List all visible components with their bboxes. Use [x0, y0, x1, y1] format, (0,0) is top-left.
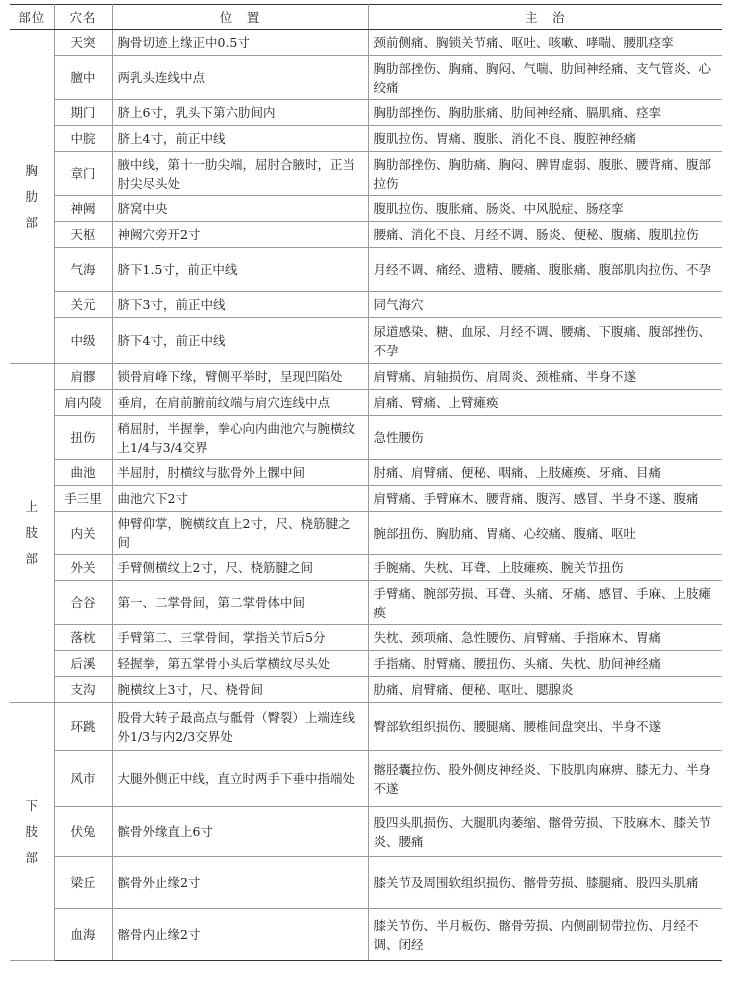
point-name: 扭伤 — [54, 416, 112, 460]
table-row — [10, 390, 722, 416]
table-row — [10, 364, 722, 390]
header-location: 位 置 — [112, 5, 368, 30]
location-cell: 曲池穴下2寸 — [112, 486, 368, 512]
point-name: 神阙 — [54, 196, 112, 222]
region-label: 下肢部 — [25, 797, 38, 865]
indication-cell: 胸肋部挫伤、胸痛、胸闷、气喘、肋间神经痛、支气管炎、心绞痛 — [368, 56, 722, 100]
location-cell: 伸臂仰掌，腕横纹直上2寸，尺、桡筋腱之间 — [112, 512, 368, 555]
indication-cell: 肩痛、臂痛、上臂瘫痪 — [368, 390, 722, 416]
region-cell — [10, 364, 54, 703]
region-label: 上肢部 — [25, 499, 38, 566]
table-row — [10, 222, 722, 248]
indication-cell: 腹肌拉伤、腹胀痛、肠炎、中风脱症、肠痉挛 — [368, 196, 722, 222]
location-cell: 锁骨肩峰下缘，臂侧平举时，呈现凹陷处 — [112, 364, 368, 390]
indication-cell: 失枕、颈项痛、急性腰伤、肩臂痛、手指麻木、胃痛 — [368, 625, 722, 651]
table-row — [10, 152, 722, 196]
point-name: 曲池 — [54, 460, 112, 486]
location-cell: 半屈肘，肘横纹与肱骨外上髁中间 — [112, 460, 368, 486]
indication-cell: 臀部软组织损伤、腰腿痛、腰椎间盘突出、半身不遂 — [368, 703, 722, 751]
region-label: 胸肋部 — [25, 162, 38, 230]
location-cell: 脐下4寸，前正中线 — [112, 318, 368, 364]
table-row — [10, 581, 722, 625]
indication-cell: 腹肌拉伤、胃痛、腹胀、消化不良、腹腔神经痛 — [368, 126, 722, 152]
point-name: 后溪 — [54, 651, 112, 677]
point-name: 伏兔 — [54, 807, 112, 857]
point-name: 气海 — [54, 248, 112, 292]
location-cell: 髌骨外止缘2寸 — [112, 857, 368, 909]
table-row — [10, 677, 722, 703]
indication-cell: 肘痛、肩臂痛、便秘、咽痛、上肢瘫痪、牙痛、目痛 — [368, 460, 722, 486]
indication-cell: 膝关节及周围软组织损伤、髂骨劳损、膝腿痛、股四头肌痛 — [368, 857, 722, 909]
table-row — [10, 751, 722, 807]
table-row — [10, 416, 722, 460]
location-cell: 大腿外侧正中线，直立时两手下垂中指端处 — [112, 751, 368, 807]
location-cell: 脐上6寸，乳头下第六肋间内 — [112, 100, 368, 126]
location-cell: 两乳头连线中点 — [112, 56, 368, 100]
point-name: 中级 — [54, 318, 112, 364]
indication-cell: 髂胫囊拉伤、股外侧皮神经炎、下肢肌肉麻痹、膝无力、半身不遂 — [368, 751, 722, 807]
location-cell: 腕横纹上3寸，尺、桡骨间 — [112, 677, 368, 703]
point-name: 中脘 — [54, 126, 112, 152]
location-cell: 脐上4寸，前正中线 — [112, 126, 368, 152]
point-name: 环跳 — [54, 703, 112, 751]
table-row — [10, 56, 722, 100]
location-cell: 腋中线，第十一肋尖端，屈肘合腋时，正当肘尖尽头处 — [112, 152, 368, 196]
point-name: 外关 — [54, 555, 112, 581]
point-name: 合谷 — [54, 581, 112, 625]
location-cell: 髂骨内止缘2寸 — [112, 909, 368, 961]
indication-cell: 肋痛、肩臂痛、便秘、呕吐、腮腺炎 — [368, 677, 722, 703]
location-cell: 垂肩，在肩前腑前纹端与肩穴连线中点 — [112, 390, 368, 416]
table-body — [10, 30, 722, 961]
indication-cell: 胸肋部挫伤、胸肋痛、胸闷、脾胃虚弱、腹胀、腰背痛、腹部拉伤 — [368, 152, 722, 196]
table-header — [10, 5, 722, 30]
indication-cell: 手指痛、肘臂痛、腰扭伤、头痛、失枕、肋间神经痛 — [368, 651, 722, 677]
point-name: 风市 — [54, 751, 112, 807]
location-cell: 手臂侧横纹上2寸，尺、桡筋腱之间 — [112, 555, 368, 581]
indication-cell: 手臂痛、腕部劳损、耳聋、头痛、牙痛、感冒、手麻、上肢瘫痪 — [368, 581, 722, 625]
region-cell — [10, 30, 54, 364]
indication-cell: 肩臂痛、手臂麻木、腰背痛、腹泻、感冒、半身不遂、腹痛 — [368, 486, 722, 512]
location-cell: 髌骨外缘直上6寸 — [112, 807, 368, 857]
point-name: 天突 — [54, 30, 112, 56]
indication-cell: 胸肋部挫伤、胸肋胀痛、肋间神经痛、膈肌痛、痉挛 — [368, 100, 722, 126]
location-cell: 手臂第二、三掌骨间，掌指关节后5分 — [112, 625, 368, 651]
table-row — [10, 909, 722, 961]
location-cell: 稍屈肘，半握拳，拳心向内曲池穴与腕横纹上1/4与3/4交界 — [112, 416, 368, 460]
point-name: 期门 — [54, 100, 112, 126]
indication-cell: 股四头肌损伤、大腿肌肉萎缩、髂骨劳损、下肢麻木、膝关节炎、腰痛 — [368, 807, 722, 857]
table-row — [10, 318, 722, 364]
indication-cell: 尿道感染、糖、血尿、月经不调、腰痛、下腹痛、腹部挫伤、不孕 — [368, 318, 722, 364]
region-cell — [10, 703, 54, 961]
location-cell: 胸骨切迹上缘正中0.5寸 — [112, 30, 368, 56]
location-cell: 脐下3寸，前正中线 — [112, 292, 368, 318]
location-cell: 脐下1.5寸，前正中线 — [112, 248, 368, 292]
point-name: 落枕 — [54, 625, 112, 651]
table-row — [10, 555, 722, 581]
indication-cell: 肩臂痛、肩轴损伤、肩周炎、颈椎痛、半身不遂 — [368, 364, 722, 390]
table-row — [10, 486, 722, 512]
table-row — [10, 460, 722, 486]
location-cell: 脐窝中央 — [112, 196, 368, 222]
location-cell: 股骨大转子最高点与骶骨（臀裂）上端连线外1/3与内2/3交界处 — [112, 703, 368, 751]
point-name: 肩髎 — [54, 364, 112, 390]
point-name: 肩内陵 — [54, 390, 112, 416]
point-name: 手三里 — [54, 486, 112, 512]
indication-cell: 月经不调、痛经、遗精、腰痛、腹胀痛、腹部肌肉拉伤、不孕 — [368, 248, 722, 292]
point-name: 膻中 — [54, 56, 112, 100]
point-name: 血海 — [54, 909, 112, 961]
table-row — [10, 512, 722, 555]
table-row — [10, 651, 722, 677]
indication-cell: 腕部扭伤、胸肋痛、胃痛、心绞痛、腹痛、呕吐 — [368, 512, 722, 555]
table-row — [10, 100, 722, 126]
table-row — [10, 703, 722, 751]
point-name: 内关 — [54, 512, 112, 555]
table-row — [10, 196, 722, 222]
indication-cell: 膝关节伤、半月板伤、髂骨劳损、内侧副韧带拉伤、月经不调、闭经 — [368, 909, 722, 961]
point-name: 天枢 — [54, 222, 112, 248]
table-row — [10, 807, 722, 857]
location-cell: 第一、二掌骨间，第二掌骨体中间 — [112, 581, 368, 625]
table-row — [10, 625, 722, 651]
point-name: 章门 — [54, 152, 112, 196]
location-cell: 轻握拳，第五掌骨小头后掌横纹尽头处 — [112, 651, 368, 677]
acupoint-table — [10, 4, 722, 961]
point-name: 梁丘 — [54, 857, 112, 909]
indication-cell: 急性腰伤 — [368, 416, 722, 460]
indication-cell: 手腕痛、失枕、耳聋、上肢瘫痪、腕关节扭伤 — [368, 555, 722, 581]
table-row — [10, 292, 722, 318]
table-row — [10, 30, 722, 56]
location-cell: 神阙穴旁开2寸 — [112, 222, 368, 248]
indication-cell: 颈前侧痛、胸锁关节痛、呕吐、咳嗽、哮喘、腰肌痉挛 — [368, 30, 722, 56]
table-row — [10, 857, 722, 909]
table-row — [10, 248, 722, 292]
indication-cell: 同气海穴 — [368, 292, 722, 318]
header-indication: 主 治 — [368, 5, 722, 30]
table-row — [10, 126, 722, 152]
header-row — [10, 5, 722, 30]
header-point: 穴名 — [54, 5, 112, 30]
indication-cell: 腰痛、消化不良、月经不调、肠炎、便秘、腹痛、腹肌拉伤 — [368, 222, 722, 248]
point-name: 支沟 — [54, 677, 112, 703]
header-region: 部位 — [10, 5, 54, 30]
point-name: 关元 — [54, 292, 112, 318]
